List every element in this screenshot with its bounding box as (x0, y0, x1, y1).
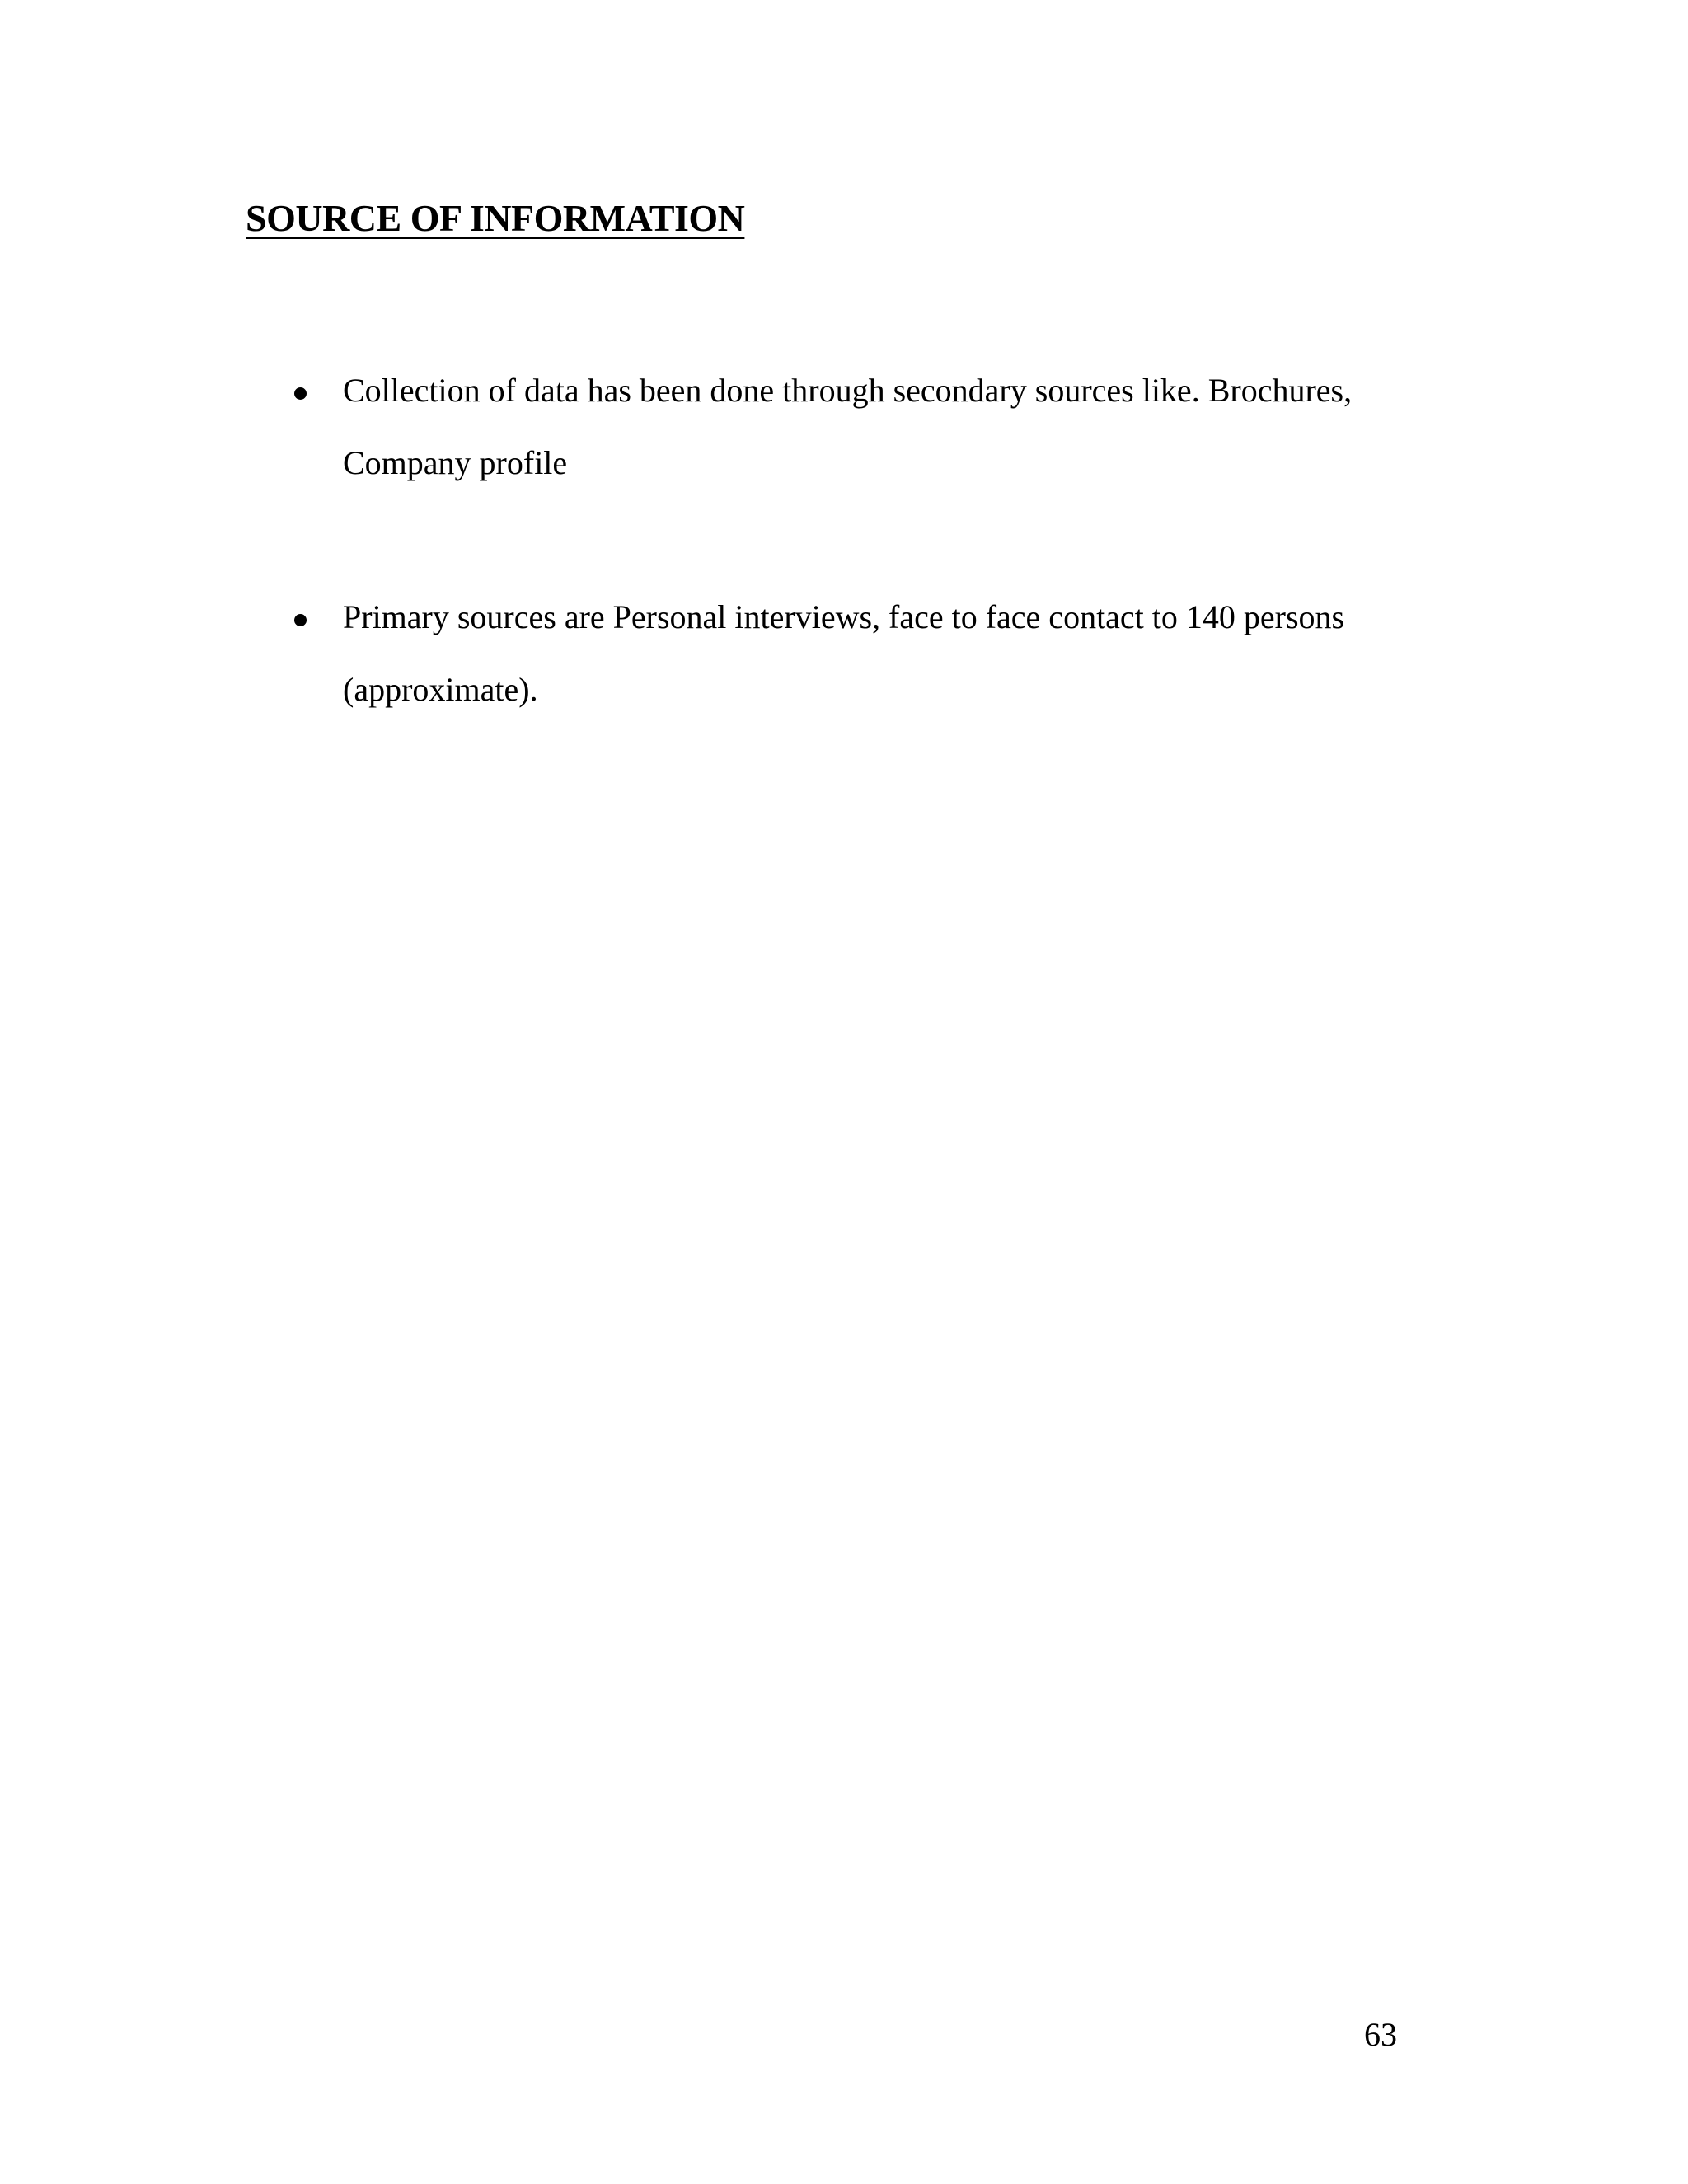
bullet-text-line-1: Primary sources are Personal interviews, face to face contact to 140 persons (343, 598, 1345, 635)
bullet-text-line-2: (approximate). (343, 671, 538, 708)
page-number: 63 (1364, 2016, 1397, 2053)
bullet-text-line-2: Company profile (343, 444, 568, 481)
bullet-dot-icon (294, 387, 307, 400)
section-heading: SOURCE OF INFORMATION (246, 197, 745, 239)
bullet-dot-icon (294, 614, 307, 626)
bullet-text-line-1: Collection of data has been done through secondary sources like. Brochures, (343, 372, 1353, 409)
